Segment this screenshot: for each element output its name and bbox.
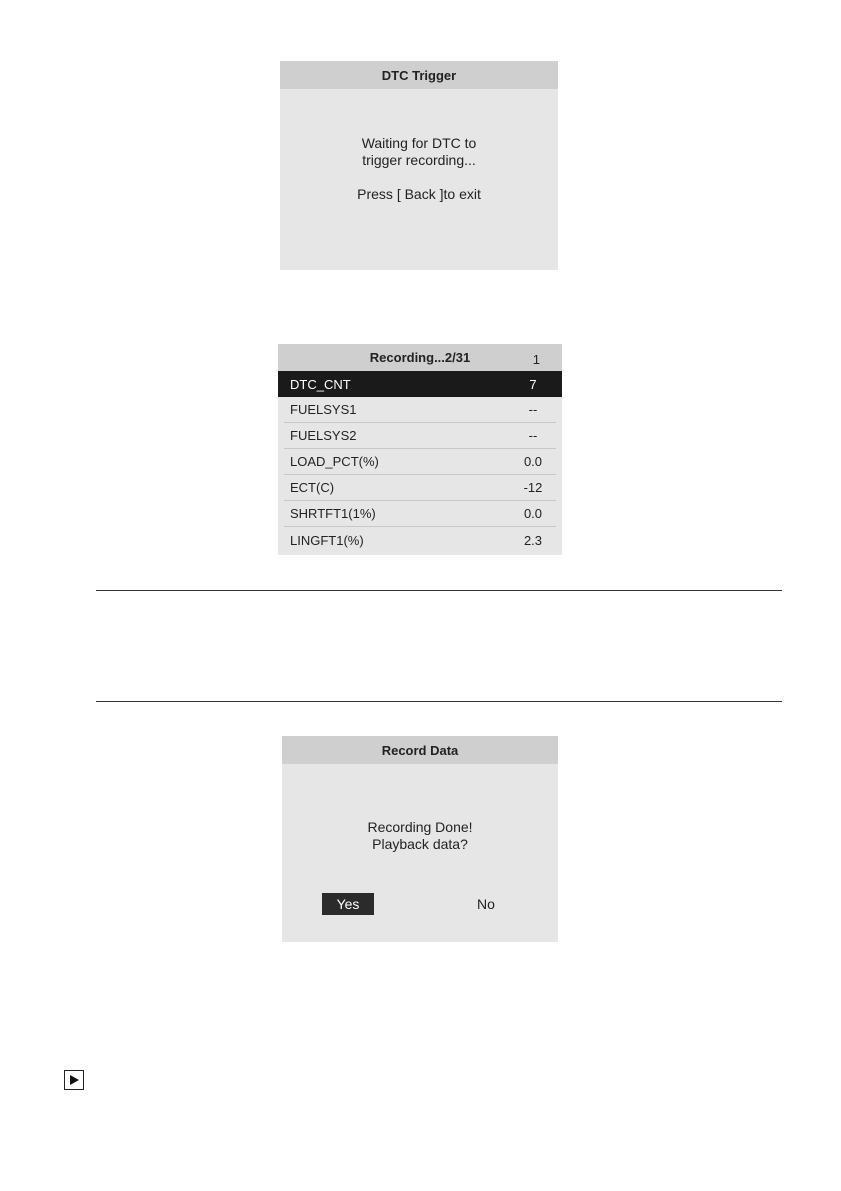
pid-value: 0.0	[523, 506, 543, 521]
pid-value: -12	[523, 480, 543, 495]
list-item-load-pct[interactable]	[284, 449, 556, 475]
pid-name: FUELSYS2	[290, 428, 357, 443]
dtc-trigger-title: DTC Trigger	[280, 61, 558, 89]
list-item-fuelsys1[interactable]	[284, 397, 556, 423]
recording-done-message: Recording Done!	[367, 819, 473, 835]
waiting-message-line2: trigger recording...	[362, 152, 476, 168]
pid-value: --	[528, 402, 538, 417]
pid-name: LOAD_PCT(%)	[290, 454, 379, 469]
page-number: 1	[532, 352, 540, 367]
dtc-trigger-screen	[280, 61, 558, 270]
divider-bottom	[96, 701, 782, 702]
pid-value: --	[528, 428, 538, 443]
pid-value: 0.0	[523, 454, 543, 469]
recording-title-text: Recording...2/31	[369, 350, 471, 365]
pid-name: ECT(C)	[290, 480, 335, 495]
recording-screen	[278, 344, 562, 555]
list-item-fuelsys2[interactable]	[284, 423, 556, 449]
recording-title	[278, 344, 562, 371]
list-item-lingft1[interactable]	[284, 527, 556, 553]
list-item-dtc-cnt[interactable]	[278, 371, 562, 397]
playback-question: Playback data?	[372, 836, 468, 852]
pid-value: 7	[529, 376, 537, 392]
pid-value: 2.3	[523, 532, 543, 548]
record-data-title: Record Data	[282, 736, 558, 764]
pid-name: SHRTFT1(1%)	[290, 506, 376, 521]
exit-instruction: Press [ Back ]to exit	[357, 186, 481, 202]
pid-name: FUELSYS1	[290, 402, 357, 417]
pid-name: LINGFT1(%)	[290, 532, 364, 548]
list-item-ect[interactable]	[284, 475, 556, 501]
divider-top	[96, 590, 782, 591]
no-button[interactable]: No	[477, 896, 495, 912]
pid-name: DTC_CNT	[290, 376, 351, 392]
yes-button[interactable]: Yes	[322, 893, 374, 915]
play-icon	[64, 1070, 84, 1090]
record-data-dialog	[282, 736, 558, 942]
play-triangle-icon	[68, 1074, 80, 1086]
list-item-shrtft1[interactable]	[284, 501, 556, 527]
waiting-message-line1: Waiting for DTC to	[361, 135, 477, 151]
